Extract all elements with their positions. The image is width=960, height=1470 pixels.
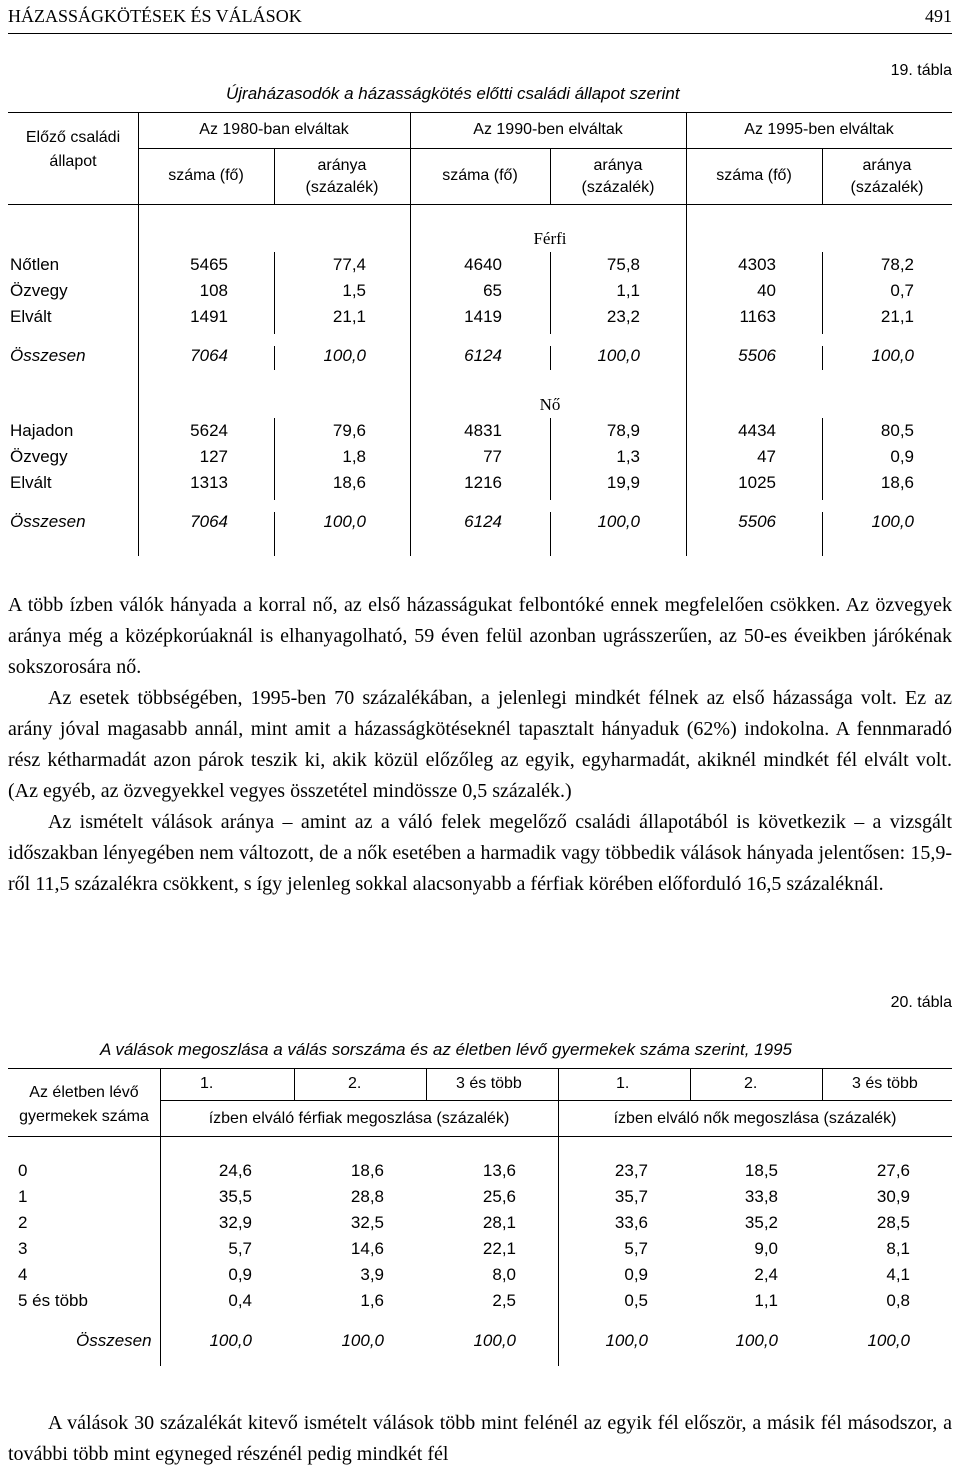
table-cell: 23,2 <box>606 307 640 326</box>
table-cell: 7064 <box>190 512 228 531</box>
paragraph: Az ismételt válások aránya – amint az a váló felek megelőző családi állapotából is következik – a vizsgált időszakban lényegében nem változott, de a nők esetében a harmadik vagy többedik válások hányada jelentősen: 15,9-ről 11,5 százalékra csökkent, s így jelenleg sokkal alacsonyabb a férfiak körében előforduló 16,5 százaléknál. <box>8 811 952 895</box>
table-cell: 0,9 <box>228 1265 252 1284</box>
table-cell: 9,0 <box>754 1239 778 1258</box>
table-cell: 0,9 <box>624 1265 648 1284</box>
table-cell: 5506 <box>738 512 776 531</box>
table-cell: 35,2 <box>744 1213 778 1232</box>
table-19-body-divider <box>822 418 823 500</box>
row-label: 2 <box>18 1213 28 1232</box>
col-order-label: 2. <box>744 1075 758 1092</box>
col-order-label: 1. <box>200 1075 214 1092</box>
table-19-body-divider <box>822 252 823 334</box>
row-label: Hajadon <box>10 421 74 440</box>
table-cell: 4434 <box>738 421 776 440</box>
table-cell: 28,1 <box>482 1213 516 1232</box>
col-count-header: száma (fő) <box>716 167 792 184</box>
running-title: HÁZASSÁGKÖTÉSEK ÉS VÁLÁSOK <box>8 6 302 26</box>
table-cell: 0,9 <box>890 447 914 466</box>
table-cell: 100,0 <box>597 346 640 365</box>
table-cell: 1025 <box>738 473 776 492</box>
table-cell: 80,5 <box>880 421 914 440</box>
page-number: 491 <box>925 6 952 26</box>
table-cell: 8,0 <box>492 1265 516 1284</box>
row-label: Elvált <box>10 307 52 326</box>
col-share-line: aránya <box>593 157 643 174</box>
table-cell: 5465 <box>190 255 228 274</box>
table-19-body-divider <box>550 418 551 500</box>
table-cell: 7064 <box>190 346 228 365</box>
col-share-header <box>274 155 410 199</box>
table-19-body-divider <box>274 346 275 370</box>
stub-header-line: gyermekek száma <box>19 1108 149 1125</box>
table-cell: 0,5 <box>624 1291 648 1310</box>
table-cell: 100,0 <box>871 512 914 531</box>
table-cell: 2,5 <box>492 1291 516 1310</box>
table-cell: 1419 <box>464 307 502 326</box>
col-share-line: (százalék) <box>850 179 924 196</box>
paragraph: A válások 30 százalékát kitevő ismételt válások több mint felénél az egyik fél először, a másik fél másodszor, a további több mint egyneged részénél pedig mindkét fél <box>8 1412 952 1465</box>
table-19-body-divider <box>274 418 275 500</box>
table-cell: 5,7 <box>624 1239 648 1258</box>
table-19-label: 19. tábla <box>890 62 952 79</box>
col-share-line: aránya <box>317 157 367 174</box>
table-19-body-divider <box>822 346 823 370</box>
table-19-body-divider <box>686 204 687 556</box>
table-20-stub-header <box>8 1081 160 1129</box>
table-cell: 33,8 <box>744 1187 778 1206</box>
table-cell: 5506 <box>738 346 776 365</box>
table-cell: 75,8 <box>606 255 640 274</box>
table-cell: 21,1 <box>332 307 366 326</box>
table-cell: 100,0 <box>597 512 640 531</box>
table-cell: 8,1 <box>886 1239 910 1258</box>
stub-header-line: Az életben lévő <box>29 1084 139 1101</box>
col-count-header: száma (fő) <box>168 167 244 184</box>
col-order-label: 3 és több <box>456 1075 522 1092</box>
page-header <box>8 0 952 30</box>
table-cell: 33,6 <box>614 1213 648 1232</box>
table-19-body-divider <box>822 512 823 556</box>
table-19-body-divider <box>274 252 275 334</box>
row-label: Özvegy <box>10 447 68 466</box>
header-rule <box>8 33 952 34</box>
body-text-block-2 <box>8 1408 952 1470</box>
table-cell: 100,0 <box>605 1331 648 1350</box>
table-20-header-divider <box>426 1068 427 1100</box>
group-men-header: ízben elváló férfiak megoszlása (százalék) <box>208 1110 510 1127</box>
table-cell: 100,0 <box>323 346 366 365</box>
table-cell: 108 <box>199 281 228 300</box>
table-cell: 4831 <box>464 421 502 440</box>
table-20-header-divider <box>294 1068 295 1100</box>
row-label: Összesen <box>10 512 86 531</box>
group-1980-header: Az 1980-ban elváltak <box>199 121 349 138</box>
row-label: Összesen <box>76 1331 152 1350</box>
table-cell: 1,5 <box>342 281 366 300</box>
table-cell: 40 <box>757 281 776 300</box>
table-cell: 13,6 <box>482 1161 516 1180</box>
table-19-body-divider <box>550 346 551 370</box>
table-20-label: 20. tábla <box>890 994 952 1011</box>
group-women-header: ízben elváló nők megoszlása (százalék) <box>613 1110 897 1127</box>
table-20-body-divider <box>558 1136 559 1366</box>
table-cell: 28,8 <box>350 1187 384 1206</box>
table-cell: 19,9 <box>606 473 640 492</box>
row-label: Nőtlen <box>10 255 60 274</box>
table-19-body-divider <box>138 204 139 556</box>
table-19-body-divider <box>550 252 551 334</box>
row-label: Elvált <box>10 473 52 492</box>
table-cell: 32,5 <box>350 1213 384 1232</box>
table-cell: 24,6 <box>218 1161 252 1180</box>
table-cell: 1,6 <box>360 1291 384 1310</box>
table-cell: 18,6 <box>332 473 366 492</box>
section-label-no: Nő <box>539 395 561 414</box>
table-cell: 0,7 <box>890 281 914 300</box>
table-cell: 18,5 <box>744 1161 778 1180</box>
col-share-header <box>550 155 686 199</box>
table-19-title: Újraházasodók a házasságkötés előtti családi állapot szerint <box>226 84 680 103</box>
table-20-header-bottom-rule <box>8 1136 952 1137</box>
table-cell: 35,5 <box>218 1187 252 1206</box>
table-cell: 100,0 <box>867 1331 910 1350</box>
table-cell: 22,1 <box>482 1239 516 1258</box>
table-cell: 1491 <box>190 307 228 326</box>
table-19-group-rule <box>138 148 952 149</box>
table-cell: 100,0 <box>473 1331 516 1350</box>
row-label: 4 <box>18 1265 28 1284</box>
table-cell: 127 <box>199 447 228 466</box>
table-cell: 0,8 <box>886 1291 910 1310</box>
table-20-sub-rule <box>160 1100 952 1101</box>
col-share-header <box>822 155 952 199</box>
row-label: 5 és több <box>18 1291 88 1310</box>
table-cell: 21,1 <box>880 307 914 326</box>
col-count-header: száma (fő) <box>442 167 518 184</box>
col-share-line: (százalék) <box>305 179 379 196</box>
table-cell: 2,4 <box>754 1265 778 1284</box>
paragraph: Az esetek többségében, 1995-ben 70 százalékában, a jelenlegi mindkét félnek az első házassága volt. Ez az arány jóval magasabb annál, mint amit a házasságkötéseknél tapasztalt hányaduk (62%) indokolna. A fennmaradó rész kétharmadát azon párok teszik ki, akik közül előzőleg az egyik, egyharmadát, akiknél mindkét fél elvált volt. (Az egyéb, az özvegyekkel vegyes összetétel mindössze 0,5 százalék.) <box>8 687 952 802</box>
table-20-top-rule <box>8 1068 952 1069</box>
table-cell: 1,8 <box>342 447 366 466</box>
table-19-stub-header <box>8 126 138 174</box>
table-cell: 100,0 <box>209 1331 252 1350</box>
section-label-ferfi: Férfi <box>533 229 567 248</box>
table-cell: 47 <box>757 447 776 466</box>
table-cell: 78,2 <box>880 255 914 274</box>
table-cell: 27,6 <box>876 1161 910 1180</box>
col-order-label: 1. <box>616 1075 630 1092</box>
col-order-label: 2. <box>348 1075 362 1092</box>
table-cell: 5,7 <box>228 1239 252 1258</box>
table-20-header-divider <box>822 1068 823 1100</box>
col-share-line: aránya <box>862 157 912 174</box>
table-cell: 28,5 <box>876 1213 910 1232</box>
table-cell: 79,6 <box>332 421 366 440</box>
table-cell: 1,1 <box>754 1291 778 1310</box>
table-cell: 30,9 <box>876 1187 910 1206</box>
table-cell: 6124 <box>464 346 502 365</box>
row-label: Özvegy <box>10 281 68 300</box>
table-20-title: A válások megoszlása a válás sorszáma és az életben lévő gyermekek száma szerint, 1995 <box>100 1040 792 1059</box>
table-cell: 18,6 <box>350 1161 384 1180</box>
table-cell: 100,0 <box>323 512 366 531</box>
table-cell: 35,7 <box>614 1187 648 1206</box>
table-cell: 77,4 <box>332 255 366 274</box>
table-20-header-divider <box>690 1068 691 1100</box>
table-cell: 1,1 <box>616 281 640 300</box>
table-cell: 18,6 <box>880 473 914 492</box>
table-cell: 1163 <box>739 307 776 326</box>
table-cell: 32,9 <box>218 1213 252 1232</box>
table-cell: 65 <box>483 281 502 300</box>
col-order-label: 3 és több <box>852 1075 918 1092</box>
table-cell: 6124 <box>464 512 502 531</box>
table-19-body-divider <box>410 204 411 556</box>
stub-header-line: állapot <box>49 153 97 170</box>
table-19-body-divider <box>550 512 551 556</box>
table-cell: 1313 <box>190 473 228 492</box>
row-label: 0 <box>18 1161 28 1180</box>
paragraph: A több ízben válók hányada a korral nő, az első házasságukat felbontóké ennek megfelelően csökken. Az özvegyek aránya még a középkorúaknál is elhanyagolható, 59 éven felül azonban ugrásszerűen, az 50-es éveikben járókénak sokszorosára nő. <box>8 594 952 678</box>
table-cell: 0,4 <box>228 1291 252 1310</box>
table-cell: 1,3 <box>616 447 640 466</box>
table-19-top-rule <box>8 112 952 113</box>
table-cell: 77 <box>483 447 502 466</box>
table-19-header-bottom-rule <box>8 204 952 205</box>
row-label: 1 <box>18 1187 28 1206</box>
table-cell: 25,6 <box>482 1187 516 1206</box>
body-text-block-1 <box>8 590 952 900</box>
table-cell: 5624 <box>190 421 228 440</box>
row-label: Összesen <box>10 346 86 365</box>
table-cell: 14,6 <box>350 1239 384 1258</box>
table-cell: 100,0 <box>735 1331 778 1350</box>
col-share-line: (százalék) <box>581 179 655 196</box>
table-cell: 100,0 <box>341 1331 384 1350</box>
table-cell: 78,9 <box>606 421 640 440</box>
table-cell: 3,9 <box>360 1265 384 1284</box>
table-cell: 1216 <box>464 473 502 492</box>
table-cell: 100,0 <box>871 346 914 365</box>
row-label: 3 <box>18 1239 28 1258</box>
table-cell: 23,7 <box>614 1161 648 1180</box>
table-19-body-divider <box>274 512 275 556</box>
group-1995-header: Az 1995-ben elváltak <box>744 121 894 138</box>
table-cell: 4303 <box>738 255 776 274</box>
table-20-body-divider <box>160 1136 161 1366</box>
group-1990-header: Az 1990-ben elváltak <box>473 121 623 138</box>
stub-header-line: Előző családi <box>25 129 121 146</box>
table-cell: 4,1 <box>886 1265 910 1284</box>
table-cell: 4640 <box>464 255 502 274</box>
